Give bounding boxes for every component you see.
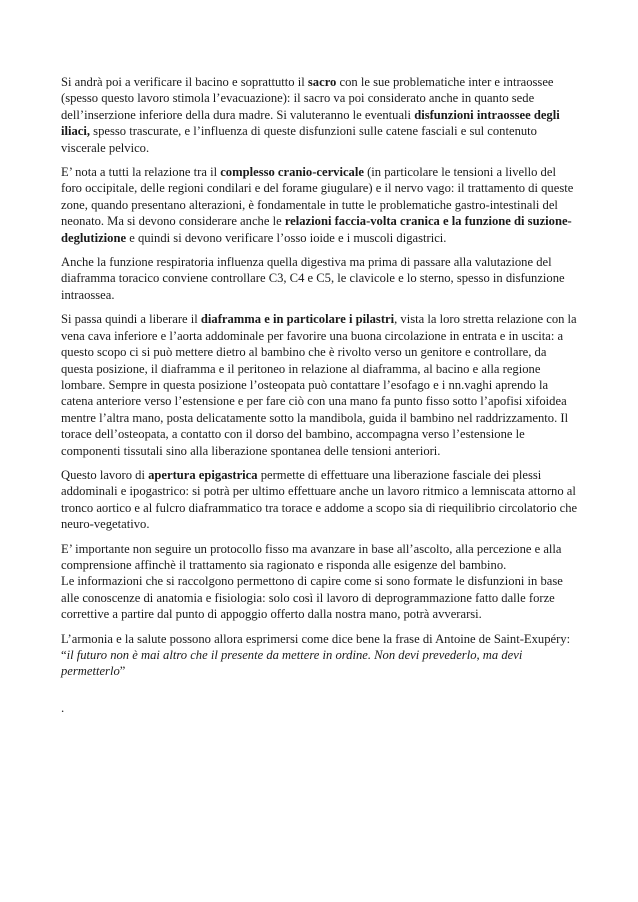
emphasis-bold: apertura epigastrica (148, 467, 258, 482)
text-run: L’armonia e la salute possono allora esprimersi come dice bene la frase di Antoine de Saint-Exupéry: “ (61, 631, 571, 662)
trailing-mark: . (61, 700, 65, 715)
text-run: Questo lavoro di (61, 467, 149, 482)
quote-italic: il futuro non è mai altro che il presente da mettere in ordine. Non devi prevederlo, ma devi permetterlo (61, 648, 523, 679)
paragraph-2 (61, 164, 578, 246)
text-run: e quindi si devono verificare l’osso ioide e i muscoli digastrici. (126, 230, 447, 245)
text-run: Si andrà poi a verificare il bacino e soprattutto il (61, 75, 308, 89)
emphasis-bold: relazioni faccia-volta cranica e la funzione di suzione-deglutizione (61, 214, 572, 245)
text-run: (in particolare le tensioni a livello del foro occipitale, delle regioni condilari e del forame giugulare) e il nervo vago: il trattamento di queste zone, quando presentano alterazioni, è fondamentale in tutte le problematiche gastro-intestinali del neonato. Ma si devono considerare anche le (61, 165, 574, 229)
paragraph-5 (61, 467, 578, 533)
text-run: permette di effettuare una liberazione fasciale dei plessi addominali e ipogastrico: si potrà per ultimo effettuare anche un lavoro ritmico a lemniscata attorno al tronco aortico e al fulcro diaframmatico tra torace e addome a scopo sia di riequilibrio circolatorio che neuro-vegetativo. (61, 467, 578, 532)
paragraph-4 (61, 311, 578, 459)
text-run: spesso trascurate, e l’influenza di queste disfunzioni sulle catene fasciali e sul contenuto viscerale pelvico. (61, 124, 537, 155)
paragraph-6 (61, 541, 578, 623)
text-run: E’ importante non seguire un protocollo fisso ma avanzare in base all’ascolto, alla percezione e alla comprensione affinchè il trattamento sia ragionato e risponda alle esigenze del bambino. (61, 541, 562, 572)
text-run: E’ nota a tutti la relazione tra il (61, 165, 221, 180)
emphasis-bold: disfunzioni intraossee degli iliaci, (61, 107, 560, 139)
paragraph-1 (61, 74, 578, 156)
text-run: , vista la loro stretta relazione con la vena cava inferiore e l’aorta addominale per favorire una buona circolazione in entrata e in uscita: a questo scopo ci si può mettere dietro al bambino che è rivolto verso un genitore e controllare, da questa posizione, il diaframma e il peritoneo in relazione al diaframma, al bacino e alla regione lombare. Sempre in questa posizione l’osteopata può contattare l’esofago e i nn.vaghi aprendo la catena anteriore verso l’estensione e per fare ciò con una mano fa punto fisso sotto l’apofisi xifoidea mentre l’altra mano, posta delicatamente sotto la mandibola, guida il bambino nel raddrizzamento. Il torace dell’osteopata, a contatto con il dorso del bambino, accompagna verso l’estensione le componenti tissutali sino alla liberazione spontanea delle tensioni anteriori. (61, 312, 577, 458)
text-run: Le informazioni che si raccolgono permettono di capire come si sono formate le disfunzioni in base alle conoscenze di anatomia e fisiologia: solo così il lavoro di deprogrammazione fatto dalle forze correttive a partire dal punto di appoggio offerto dalla nostra mano, potrà avverarsi. (61, 574, 563, 622)
paragraph-3 (61, 254, 578, 303)
text-run: ” (119, 664, 126, 679)
text-run: Anche la funzione respiratoria influenza quella digestiva ma prima di passare alla valutazione del diaframma toracico conviene controllare C3, C4 e C5, le clavicole e lo sterno, spesso in disfunzione intraossea. (61, 255, 565, 302)
document-body (61, 74, 578, 688)
emphasis-bold: sacro (307, 75, 337, 89)
emphasis-bold: diaframma e in particolare i pilastri (200, 312, 395, 327)
text-run: Si passa quindi a liberare il (61, 312, 201, 327)
emphasis-bold: complesso cranio-cervicale (220, 165, 364, 180)
text-run: con le sue problematiche inter e intraossee (spesso questo lavoro stimola l’evacuazione): il sacro va poi considerato anche in quanto sede dell’inserzione inferiore della dura madre. Si valuteranno le eventuali (61, 75, 554, 122)
paragraph-7 (61, 631, 578, 680)
